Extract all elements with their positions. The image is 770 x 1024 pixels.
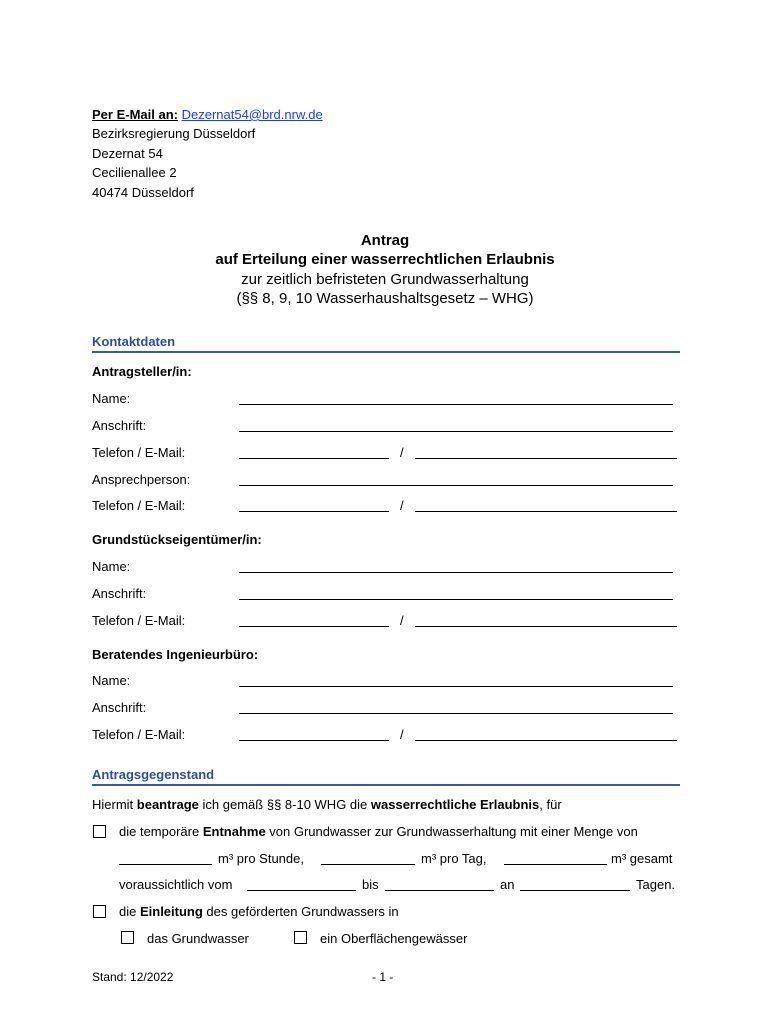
antragsteller-telefon2-field[interactable]: [239, 511, 389, 512]
buero-anschrift-label: Anschrift:: [92, 700, 147, 715]
eigentuemer-telefon-label: Telefon / E-Mail:: [92, 613, 186, 628]
tage-field[interactable]: [520, 890, 630, 891]
eigentuemer-anschrift-label: Anschrift:: [92, 586, 147, 601]
eigentuemer-telefon-field[interactable]: [239, 626, 389, 627]
option-part: von Grundwasser zur Grundwasserhaltung mit einer Menge von: [265, 824, 638, 839]
antragsteller-telefon-label: Telefon / E-Mail:: [92, 445, 186, 460]
eigentuemer-name-label: Name:: [92, 559, 131, 574]
footer-stand: Stand: 12/2022: [92, 970, 174, 984]
buero-telefon-field[interactable]: [239, 740, 389, 741]
address-line-1: Bezirksregierung Düsseldorf: [92, 126, 256, 141]
intro-part: beantrage: [136, 797, 199, 812]
an-label: an: [500, 877, 515, 892]
antragsteller-telefon2-label: Telefon / E-Mail:: [92, 498, 186, 513]
antragsteller-heading: Antragsteller/in:: [92, 364, 192, 379]
intro-part: Hiermit: [92, 797, 137, 812]
checkbox-entnahme[interactable]: [93, 825, 106, 838]
eigentuemer-anschrift-field[interactable]: [239, 599, 673, 600]
buero-email-field[interactable]: [415, 740, 677, 741]
buero-name-label: Name:: [92, 673, 131, 688]
slash: /: [400, 445, 404, 460]
buero-telefon-label: Telefon / E-Mail:: [92, 727, 186, 742]
antragsteller-anschrift-field[interactable]: [239, 431, 673, 432]
title-line-3: zur zeitlich befristeten Grundwasserhaltung: [241, 271, 529, 288]
checkbox-einleitung[interactable]: [93, 905, 106, 918]
eigentuemer-heading: Grundstückseigentümer/in:: [92, 532, 262, 547]
bis-label: bis: [362, 877, 379, 892]
menge-stunde-field[interactable]: [119, 864, 212, 865]
section-kontaktdaten: Kontaktdaten: [92, 334, 680, 353]
intro-part: ich gemäß §§ 8-10 WHG die: [198, 797, 371, 812]
footer-page-number: - 1 -: [372, 970, 394, 984]
slash: /: [400, 613, 404, 628]
title-main: Antrag: [360, 232, 410, 249]
slash: /: [400, 498, 404, 513]
option-entnahme-text: [119, 824, 638, 839]
title-line-4: (§§ 8, 9, 10 Wasserhaushaltsgesetz – WHG): [236, 290, 534, 307]
intro-text: [92, 797, 562, 812]
email-line: [92, 107, 323, 122]
option-part: die: [119, 904, 140, 919]
address-line-4: 40474 Düsseldorf: [92, 185, 194, 200]
tagen-label: Tagen.: [636, 877, 676, 892]
antragsteller-ansprech-label: Ansprechperson:: [92, 472, 191, 487]
buero-anschrift-field[interactable]: [239, 713, 673, 714]
antragsteller-ansprech-field[interactable]: [239, 485, 673, 486]
antragsteller-name-field[interactable]: [239, 404, 673, 405]
antragsteller-email-field[interactable]: [415, 458, 677, 459]
section-antragsgegenstand: Antragsgegenstand: [92, 767, 680, 786]
unit-tag: m³ pro Tag,: [421, 851, 487, 866]
unit-gesamt: m³ gesamt: [611, 851, 673, 866]
checkbox-grundwasser[interactable]: [121, 931, 134, 944]
email-link[interactable]: Dezernat54@brd.nrw.de: [181, 107, 323, 122]
eigentuemer-name-field[interactable]: [239, 572, 673, 573]
option-part: die temporäre: [119, 824, 203, 839]
unit-stunde: m³ pro Stunde,: [218, 851, 304, 866]
antragsteller-name-label: Name:: [92, 391, 131, 406]
address-line-2: Dezernat 54: [92, 146, 163, 161]
eigentuemer-email-field[interactable]: [415, 626, 677, 627]
intro-part: wasserrechtliche Erlaubnis: [370, 797, 540, 812]
option-part: Entnahme: [202, 824, 266, 839]
option-einleitung-text: [119, 904, 399, 919]
address-line-3: Cecilienallee 2: [92, 165, 177, 180]
buero-name-field[interactable]: [239, 686, 673, 687]
option-grundwasser-label: das Grundwasser: [147, 931, 249, 946]
datum-bis-field[interactable]: [385, 890, 494, 891]
title-sub: auf Erteilung einer wasserrechtlichen Erlaubnis: [215, 251, 555, 268]
menge-gesamt-field[interactable]: [504, 864, 607, 865]
buero-heading: Beratendes Ingenieurbüro:: [92, 647, 259, 662]
datum-von-field[interactable]: [247, 890, 356, 891]
slash: /: [400, 727, 404, 742]
antragsteller-email2-field[interactable]: [415, 511, 677, 512]
antragsteller-telefon-field[interactable]: [239, 458, 389, 459]
option-part: des geförderten Grundwassers in: [202, 904, 399, 919]
option-oberflaechengewaesser-label: ein Oberflächengewässer: [320, 931, 468, 946]
email-label: Per E-Mail an:: [92, 107, 178, 122]
antragsteller-anschrift-label: Anschrift:: [92, 418, 147, 433]
menge-tag-field[interactable]: [321, 864, 415, 865]
vorauss-label: voraussichtlich vom: [119, 877, 233, 892]
option-part: Einleitung: [139, 904, 203, 919]
intro-part: , für: [539, 797, 562, 812]
checkbox-oberflaechengewaesser[interactable]: [294, 931, 307, 944]
